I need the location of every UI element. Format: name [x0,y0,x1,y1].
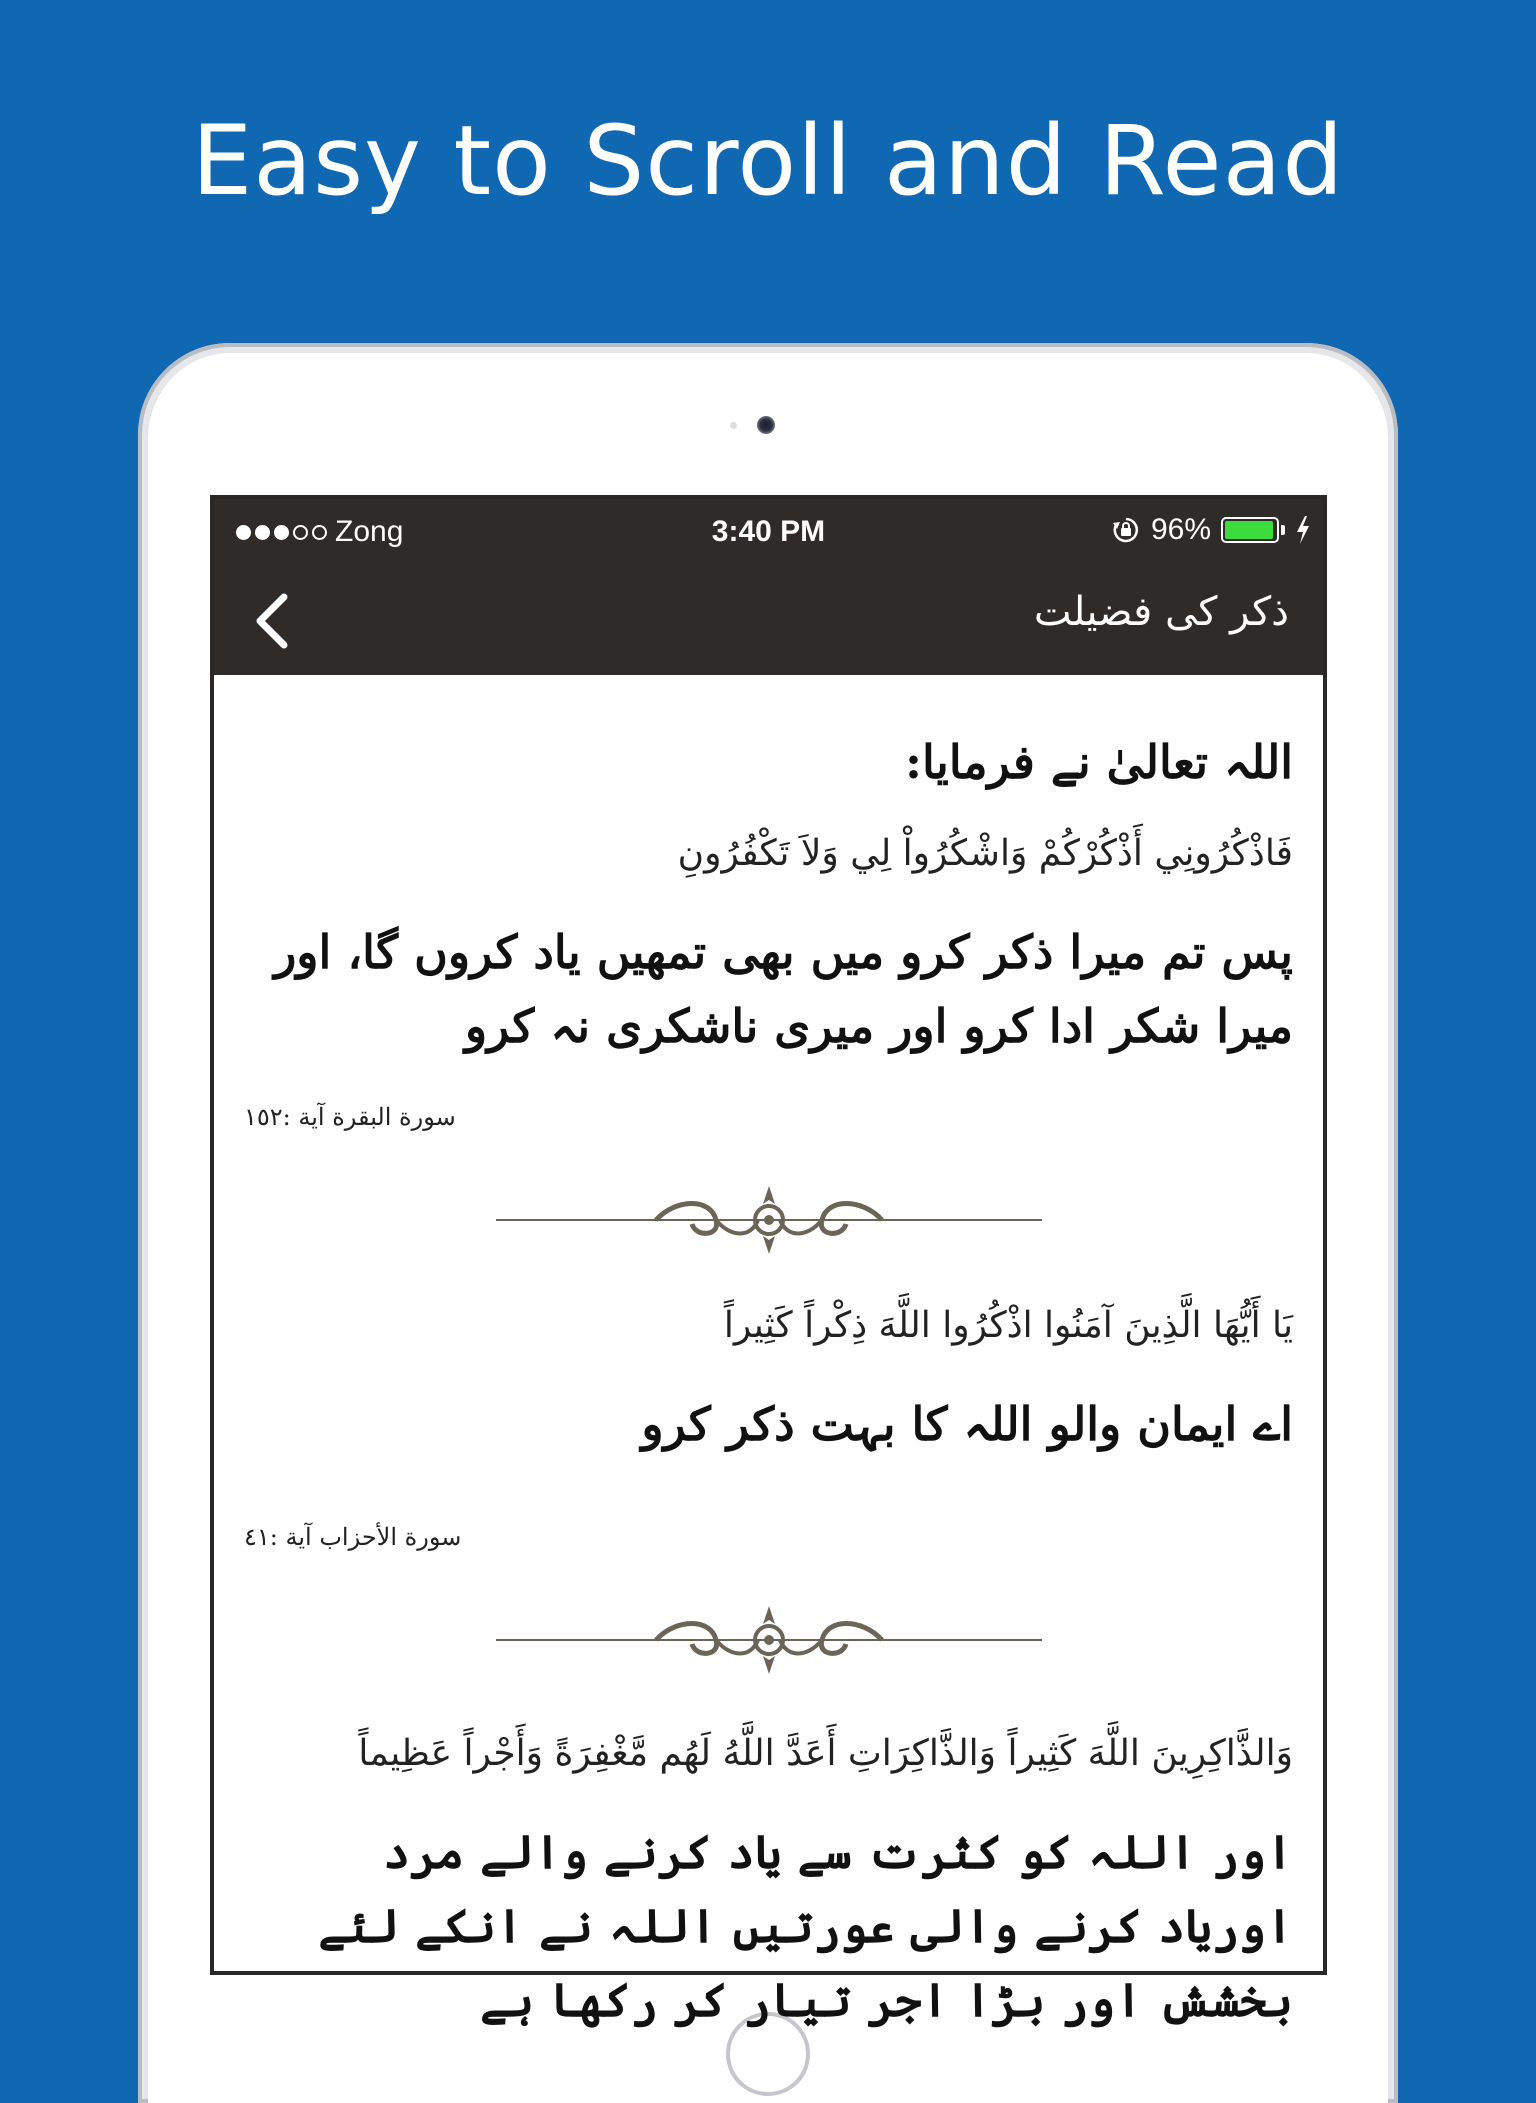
app-screen [214,499,1323,2027]
page-title: ذکر کی فضیلت [1033,589,1289,635]
rotation-lock-icon [1111,515,1141,545]
content-scroll-area[interactable] [214,675,1323,2027]
status-bar [214,499,1323,567]
battery-level [1225,521,1273,539]
carrier-name: Zong [335,515,404,548]
ornament-divider-2 [496,1600,1042,1680]
camera-icon [757,416,775,434]
light-sensor [730,422,737,429]
battery-icon [1221,517,1279,543]
urdu-translation-3: اور اللہ کو کثرت سے یاد کرنے والے مرد اوریاد کرنے والی عورتیں اللہ نے انکے لئے بخشش اور بڑا اجر تیار کر رکھا ہے [318,1825,1293,2027]
back-chevron-icon[interactable] [244,589,308,653]
surah-reference-1: سورة البقرة آیة :١٥٢ [244,1103,456,1131]
headline: Easy to Scroll and Read [191,105,1345,217]
charging-bolt-icon [1295,516,1311,544]
surah-reference-2: سورة الأحزاب آیة :٤١ [244,1523,462,1551]
arabic-verse-1: فَاذْكُرُونِي أَذْكُرْكُمْ وَاشْكُرُواْ لِي وَلاَ تَكْفُرُونِ [677,833,1293,874]
status-right [1111,513,1311,547]
urdu-translation-1: پس تم میرا ذکر کرو میں بھی تمھیں یاد کروں گا، اور میرا شکر ادا کرو اور میری ناشکری نہ کرو [274,925,1293,1053]
battery-percent: 96% [1150,513,1211,546]
intro-text: اللہ تعالیٰ نے فرمایا: [905,735,1293,789]
status-time: 3:40 PM [711,515,826,548]
arabic-verse-3: وَالذَّاكِرِينَ اللَّهَ كَثِيراً وَالذَّاكِرَاتِ أَعَدَّ اللَّهُ لَهُم مَّغْفِرَةً وَأَجْراً عَظِيماً [358,1733,1293,1774]
ornament-divider-1 [496,1180,1042,1260]
battery-tip [1281,525,1285,535]
urdu-translation-2: اے ایمان والو اللہ کا بہت ذکر کرو [641,1397,1293,1451]
arabic-verse-2: يَا أَيُّهَا الَّذِينَ آمَنُوا اذْكُرُوا اللَّهَ ذِكْراً كَثِيراً [723,1305,1293,1346]
navigation-bar [214,567,1323,675]
